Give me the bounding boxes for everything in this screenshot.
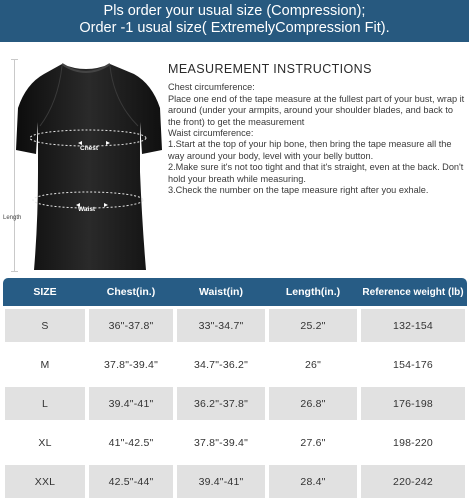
cell-chest: 39.4"-41" [89, 387, 173, 420]
cell-chest: 41"-42.5" [89, 426, 173, 459]
cell-weight: 176-198 [361, 387, 465, 420]
chest-instructions: Place one end of the tape measure at the fullest part of your bust, wrap it around (under your armpits, around your shoulder blades, and back to the front) to get the measurement [168, 93, 465, 127]
table-row [3, 345, 467, 384]
cell-length: 28.4" [269, 465, 357, 498]
cell-waist: 36.2"-37.8" [177, 387, 265, 420]
waist-step-3: 3.Check the number on the tape measure right after you exhale. [168, 185, 429, 196]
cell-size: XXL [5, 465, 85, 498]
waist-step-1: 1.Start at the top of your hip bone, then bring the tape measure all the way around your body, level with your belly button. [168, 139, 452, 161]
cell-weight: 154-176 [361, 348, 465, 381]
banner-line-2: Order -1 usual size( ExtremelyCompression Fit). [79, 20, 390, 36]
size-chart-table [3, 278, 467, 500]
banner-line-1: Pls order your usual size (Compression); [103, 3, 366, 19]
header-size: SIZE [33, 285, 57, 298]
waist-step-2: 2.Make sure it's not too tight and that it's straight, even at the back. Don't hold your breath while measuring. [168, 162, 464, 184]
top-banner [0, 0, 469, 42]
cell-length: 26" [269, 348, 357, 381]
cell-weight: 132-154 [361, 309, 465, 342]
cell-length: 25.2" [269, 309, 357, 342]
cell-waist: 37.8"-39.4" [177, 426, 265, 459]
cell-chest: 36"-37.8" [89, 309, 173, 342]
waist-tape-label: Waist [78, 206, 96, 213]
cell-weight: 198-220 [361, 426, 465, 459]
table-row [3, 384, 467, 423]
header-waist: Waist(in) [199, 285, 243, 298]
measurement-instructions [168, 64, 466, 196]
table-header [3, 278, 467, 306]
header-weight: Reference weight (lb) [362, 286, 464, 298]
cell-length: 27.6" [269, 426, 357, 459]
table-row [3, 306, 467, 345]
compression-shirt-image [0, 52, 168, 274]
product-figure [0, 52, 168, 274]
cell-waist: 33"-34.7" [177, 309, 265, 342]
cell-waist: 34.7"-36.2" [177, 348, 265, 381]
shirt-body [16, 64, 162, 270]
cell-size: S [5, 309, 85, 342]
cell-size: M [5, 348, 85, 381]
chest-tape-label: Chest [80, 145, 99, 152]
table-row [3, 423, 467, 462]
header-chest: Chest(in.) [106, 285, 156, 298]
cell-chest: 42.5"-44" [89, 465, 173, 498]
cell-chest: 37.8"-39.4" [89, 348, 173, 381]
chest-heading: Chest circumference: [168, 82, 255, 93]
cell-weight: 220-242 [361, 465, 465, 498]
table-row [3, 462, 467, 501]
instructions-title: MEASUREMENT INSTRUCTIONS [168, 62, 372, 76]
cell-waist: 39.4"-41" [177, 465, 265, 498]
header-length: Length(in.) [285, 285, 341, 298]
cell-size: XL [5, 426, 85, 459]
waist-heading: Waist circumference: [168, 128, 254, 139]
cell-length: 26.8" [269, 387, 357, 420]
cell-size: L [5, 387, 85, 420]
length-label: Length [3, 215, 22, 221]
